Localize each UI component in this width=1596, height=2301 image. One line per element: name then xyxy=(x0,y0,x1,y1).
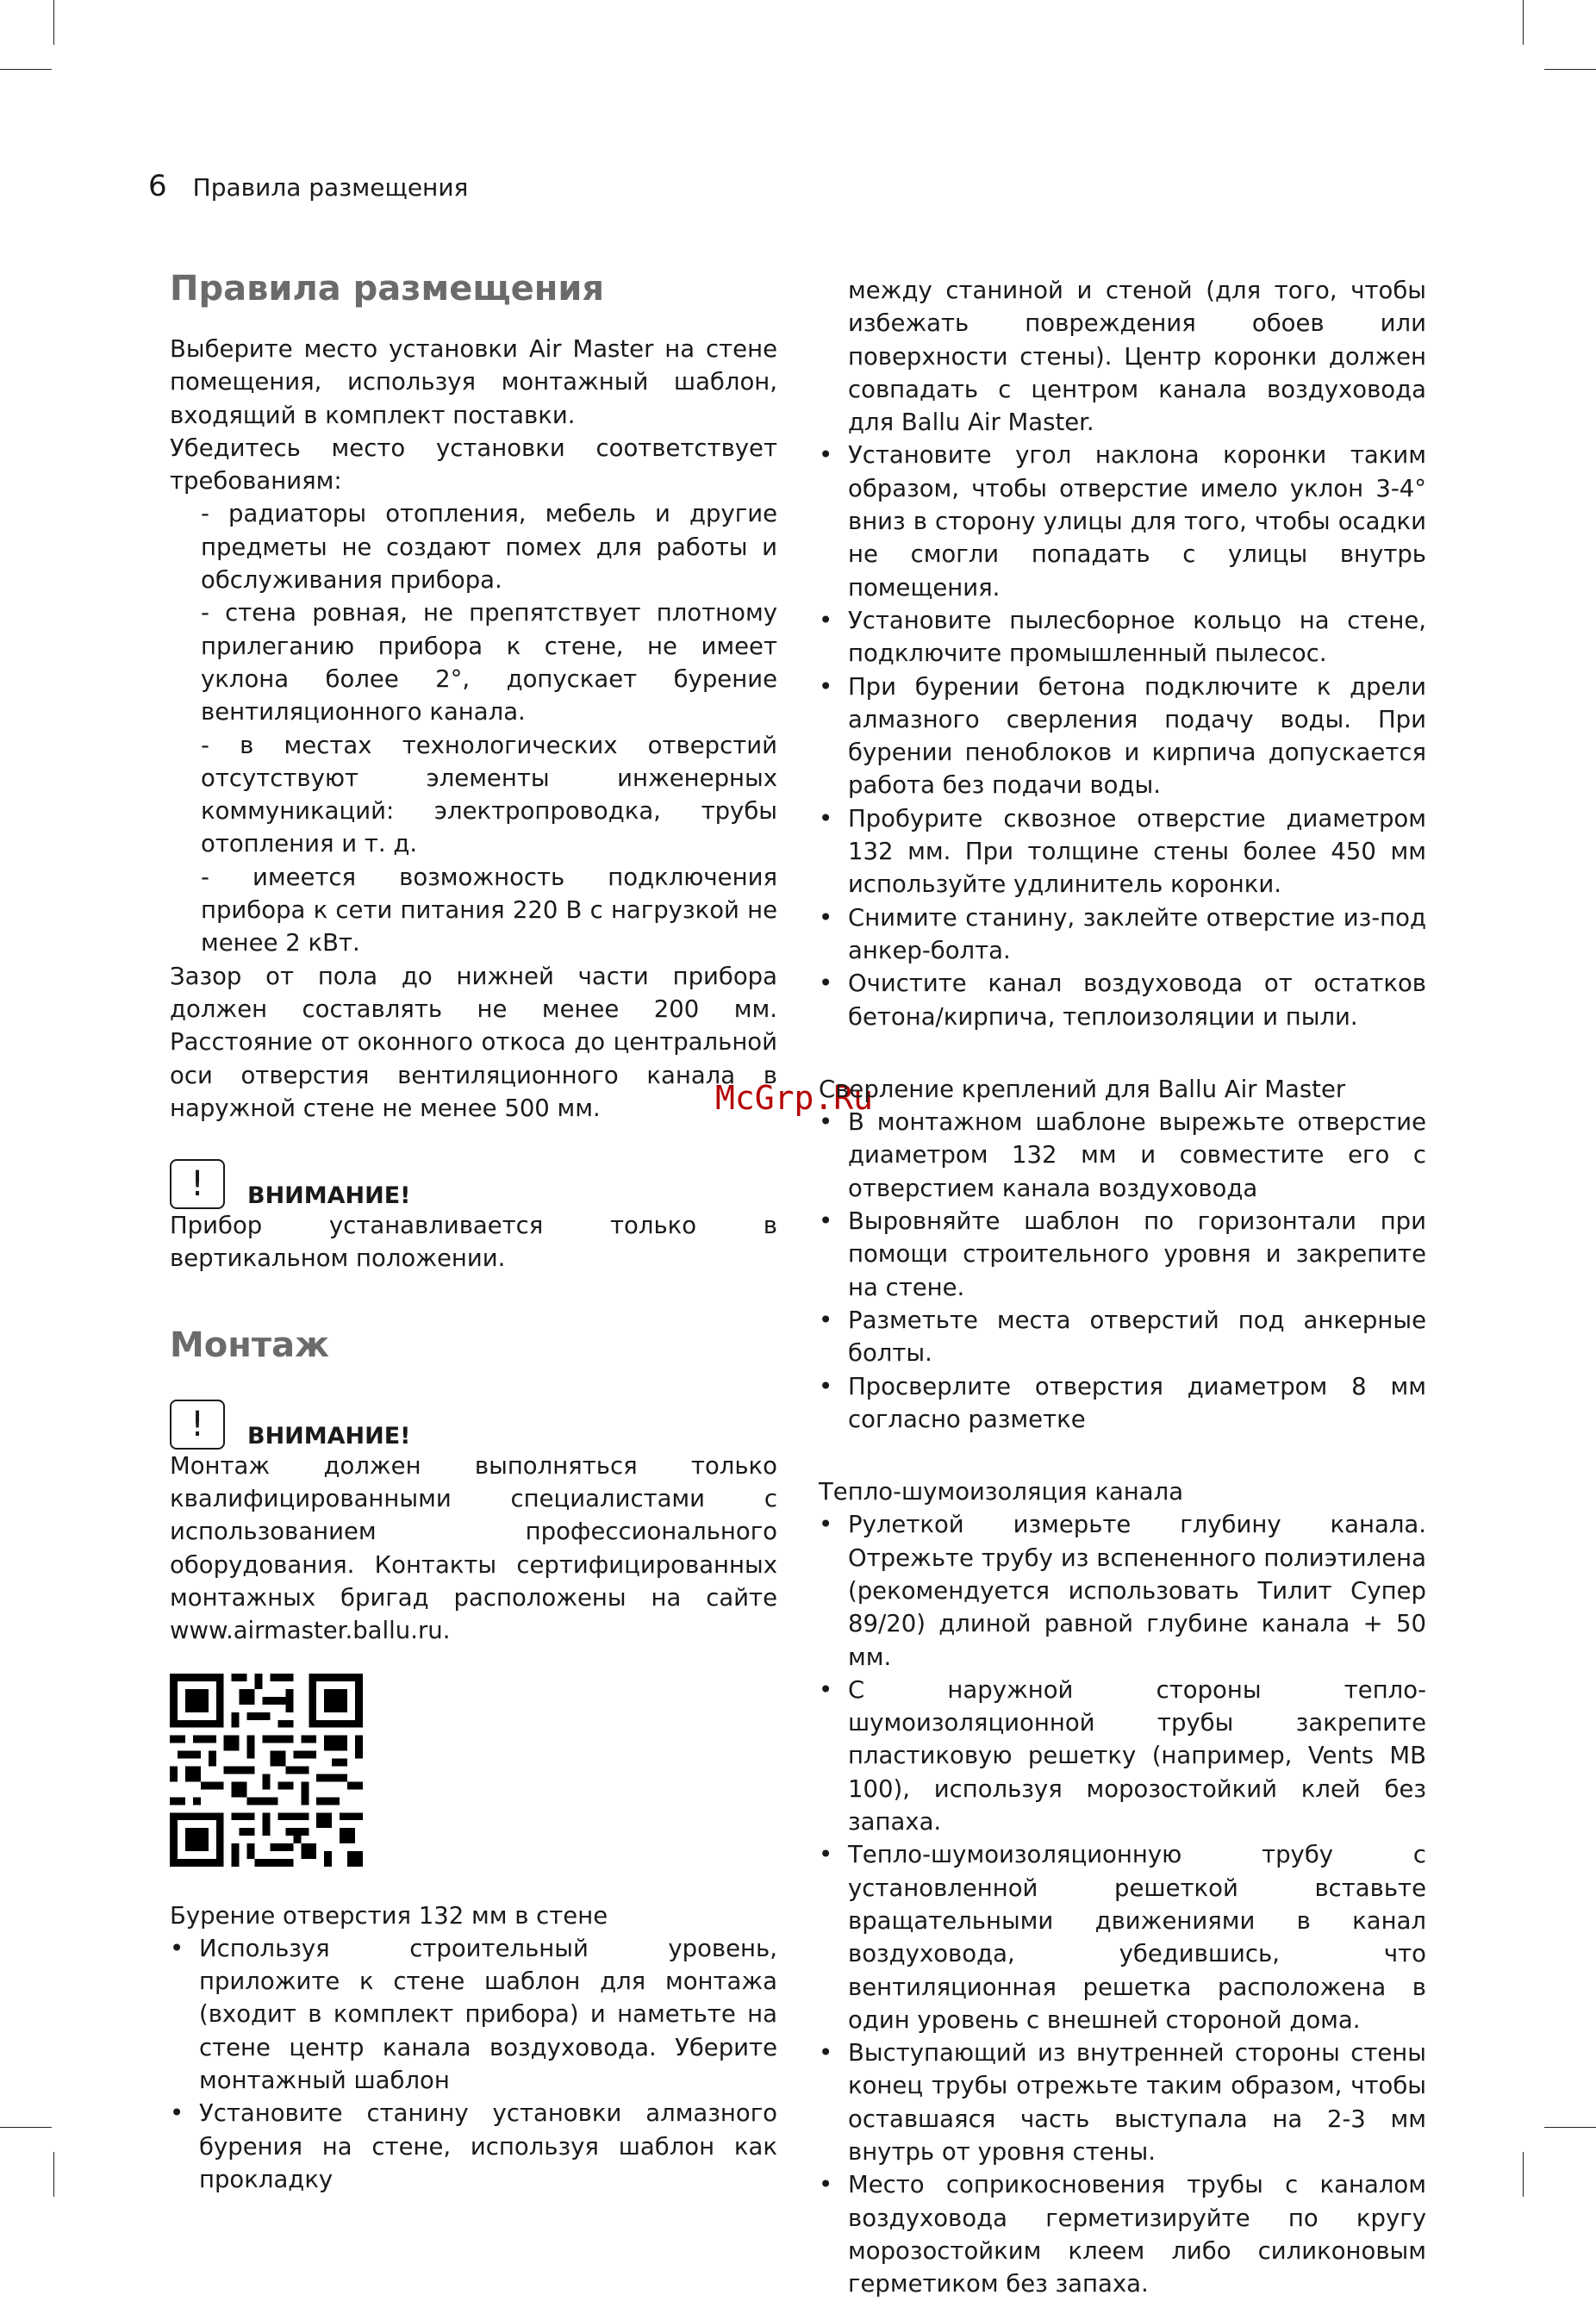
drilling-list xyxy=(170,1932,777,2196)
crop-mark xyxy=(1544,2127,1596,2128)
warning-text: Прибор устанавливается только в вертикальном положении. xyxy=(170,1212,777,1273)
crop-mark xyxy=(1544,69,1596,70)
list-item: • Пробурите сквозное отверстие диаметром 132 мм. При толщине стены более 450 мм используйте удлинитель коронки. xyxy=(819,802,1426,901)
list-item: • Выступающий из внутренней стороны стены конец трубы отрежьте таким образом, чтобы оставшаяся часть выступала на 2-3 мм внутрь от уровня стены. xyxy=(819,2036,1426,2168)
qr-code xyxy=(170,1674,363,1867)
crop-mark xyxy=(0,69,52,70)
list-item: • Используя строительный уровень, приложите к стене шаблон для монтажа (входит в комплект прибора) и наметьте на стене центр канала воздуховода. Уберите монтажный шаблон xyxy=(170,1932,777,2097)
fastening-title: Сверление креплений для Ballu Air Master xyxy=(819,1075,1346,1103)
list-item: • Очистите канал воздуховода от остатков бетона/кирпича, теплоизоляции и пыли. xyxy=(819,967,1426,1033)
crop-mark xyxy=(53,2152,54,2197)
list-item: • Тепло-шумоизоляционную трубу с установленной решеткой вставьте вращательными движениями в канал воздуховода, убедившись, что вентиляционная решетка расположена в один уровень с внешней стороной дома. xyxy=(819,1838,1426,2036)
list-item: • Установите станину установки алмазного бурения на стене, используя шаблон как прокладку xyxy=(170,2097,777,2196)
crop-mark xyxy=(53,0,54,45)
requirement-item: - стена ровная, не препятствует плотному прилеганию прибора к стене, не имеет уклона более 2°, допускает бурение вентиляционного канала. xyxy=(201,599,777,726)
list-item: • С наружной стороны тепло-шумоизоляционной трубы закрепите пластиковую решетку (например, Vents MB 100), используя морозостойкий клей без запаха. xyxy=(819,1674,1426,1838)
insulation-title: Тепло-шумоизоляция канала xyxy=(819,1478,1184,1506)
warning-block xyxy=(170,1159,777,1275)
drilling-title: Бурение отверстия 132 мм в стене xyxy=(170,1901,608,1930)
clearance-paragraph: Зазор от пола до нижней части прибора должен составлять не менее 200 мм. Расстояние от оконного откоса до центральной оси отверстия вентиляционного канала в наружной стене не менее 500 мм. xyxy=(170,962,777,1122)
warning-label: ВНИМАНИЕ! xyxy=(247,1422,411,1450)
insulation-list xyxy=(819,1508,1426,2300)
list-item: • Рулеткой измерьте глубину канала. Отрежьте трубу из вспененного полиэтилена (рекомендуется использовать Тилит Супер 89/20) длиной равной глубине канала + 50 мм. xyxy=(819,1508,1426,1673)
warning-text: Монтаж должен выполняться только квалифицированными специалистами с использованием профессионального оборудования. Контакты сертифицированных монтажных бригад расположены на сайте www.airmaster.ballu.ru. xyxy=(170,1451,777,1645)
crop-mark xyxy=(1523,2152,1524,2197)
section-heading-installation: Монтаж xyxy=(170,1325,329,1365)
crop-mark xyxy=(0,2127,52,2128)
list-item: • Установите угол наклона коронки таким образом, чтобы отверстие имело уклон 3-4° вниз в сторону улицы для того, чтобы осадки не смогли попадать с улицы внутрь помещения. xyxy=(819,439,1426,603)
warning-label: ВНИМАНИЕ! xyxy=(247,1182,411,1210)
intro-paragraph: Убедитесь место установки соответствует требованиям: xyxy=(170,433,777,496)
watermark: McGrp.Ru xyxy=(715,1079,874,1117)
warning-block xyxy=(170,1400,777,1648)
list-item: • Установите пылесборное кольцо на стене, подключите промышленный пылесос. xyxy=(819,604,1426,670)
running-title: Правила размещения xyxy=(192,173,469,202)
fastening-list xyxy=(819,1106,1426,1436)
page-header xyxy=(148,169,468,203)
crop-mark xyxy=(1523,0,1524,45)
requirement-item: - в местах технологических отверстий отсутствуют элементы инженерных коммуникаций: электропроводка, трубы отопления и т. д. xyxy=(201,731,777,858)
list-item: • Место соприкосновения трубы с каналом воздуховода герметизируйте по кругу морозостойким клеем либо силиконовым герметиком без запаха. xyxy=(819,2168,1426,2300)
intro-paragraph: Выберите место установки Air Master на стене помещения, используя монтажный шаблон, входящий в комплект поставки. xyxy=(170,335,777,429)
list-item: • Снимите станину, заклейте отверстие из-под анкер-болта. xyxy=(819,901,1426,968)
right-column xyxy=(819,274,1426,2301)
list-item: • Выровняйте шаблон по горизонтали при помощи строительного уровня и закрепите на стене. xyxy=(819,1205,1426,1304)
list-item: • В монтажном шаблоне вырежьте отверстие диаметром 132 мм и совместите его с отверстием канала воздуховода xyxy=(819,1106,1426,1205)
list-item: • Разметьте места отверстий под анкерные болты. xyxy=(819,1304,1426,1370)
requirement-item: - радиаторы отопления, мебель и другие предметы не создают помех для работы и обслуживания прибора. xyxy=(201,500,777,595)
requirement-item: - имеется возможность подключения прибора к сети питания 220 В с нагрузкой не менее 2 кВт. xyxy=(201,863,777,957)
exclamation-icon: ! xyxy=(170,1400,225,1450)
continuation-paragraph: между станиной и стеной (для того, чтобы избежать повреждения обоев или поверхности стены). Центр коронки должен совпадать с центром канала воздуховода для Ballu Air Master. xyxy=(848,277,1426,437)
list-item: • При бурении бетона подключите к дрели алмазного сверления подачу воды. При бурении пеноблоков и кирпича допускается работа без подачи воды. xyxy=(819,670,1426,802)
drilling-list-continued xyxy=(819,439,1426,1032)
exclamation-icon: ! xyxy=(170,1159,225,1209)
page-number: 6 xyxy=(148,169,167,203)
list-item: • Просверлите отверстия диаметром 8 мм согласно разметке xyxy=(819,1370,1426,1437)
section-heading-placement: Правила размещения xyxy=(170,269,605,309)
left-column xyxy=(170,267,777,2196)
